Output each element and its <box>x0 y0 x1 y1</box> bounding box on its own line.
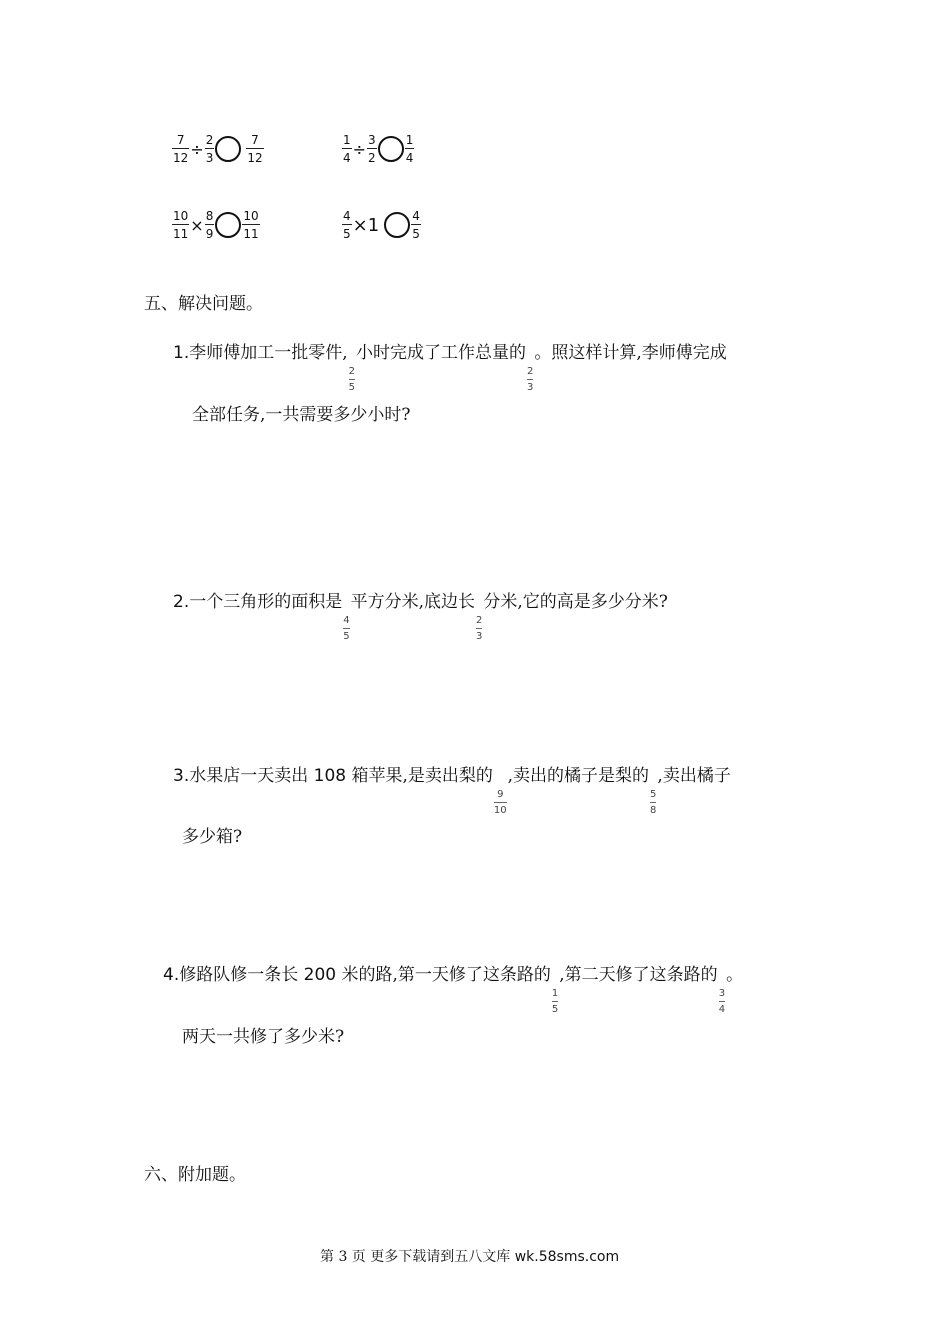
question-4-line-2: 两天一共修了多少米? <box>182 1027 345 1047</box>
fraction: $\frac{2}{3}$ <box>527 366 534 393</box>
question-1: 1.李师傅加工一批零件, $\frac{2}{5}$ 小时完成了工作总量的 $\frac{2}{3}$ 。照这样计算,李师傅完成 <box>173 343 727 393</box>
fraction: $\frac{2}{3}$ <box>205 133 214 165</box>
fraction: $\frac{2}{5}$ <box>348 366 356 393</box>
fraction: $\frac{9}{10}$ <box>493 789 507 816</box>
question-1-line-2: 全部任务,一共需要多少小时? <box>192 405 411 425</box>
operator: ÷ <box>352 139 367 159</box>
compare-item-4 <box>342 210 421 240</box>
footer-site-link[interactable]: wk.58sms.com <box>514 1249 620 1265</box>
fraction: $\frac{10}{11}$ <box>243 209 259 241</box>
operator: ×1 <box>352 214 380 236</box>
answer-circle[interactable] <box>378 136 404 162</box>
fraction: $\frac{7}{12}$ <box>247 133 263 165</box>
answer-circle[interactable] <box>215 212 241 238</box>
answer-circle[interactable] <box>215 136 241 162</box>
compare-item-2 <box>342 134 414 164</box>
fraction: $\frac{4}{5}$ <box>343 209 351 241</box>
question-3: 3.水果店一天卖出 108 箱苹果,是卖出梨的 $\frac{9}{10}$ ,卖出的橘子是梨的 $\frac{5}{8}$ ,卖出橘子 <box>173 766 731 816</box>
fraction: $\frac{8}{9}$ <box>205 209 214 241</box>
question-4: 4.修路队修一条长 200 米的路,第一天修了这条路的 $\frac{1}{5}$ ,第二天修了这条路的 $\frac{3}{4}$ 。 <box>163 965 744 1015</box>
answer-circle[interactable] <box>384 212 410 238</box>
operator: × <box>190 215 204 235</box>
fraction: $\frac{4}{5}$ <box>412 209 420 241</box>
fraction: $\frac{1}{4}$ <box>405 133 414 165</box>
fraction: $\frac{2}{3}$ <box>476 615 483 642</box>
fraction: $\frac{1}{4}$ <box>343 133 351 165</box>
fraction: $\frac{10}{11}$ <box>173 209 189 241</box>
compare-item-3 <box>172 210 260 240</box>
compare-item-1 <box>172 134 264 164</box>
fraction: $\frac{5}{8}$ <box>650 789 657 816</box>
section-heading-6: 六、附加题。 <box>144 1165 246 1185</box>
section-heading-5: 五、解决问题。 <box>144 294 263 314</box>
fraction: $\frac{3}{2}$ <box>368 133 376 165</box>
fraction: $\frac{1}{5}$ <box>551 988 559 1015</box>
fraction: $\frac{4}{5}$ <box>343 615 350 642</box>
question-2: 2.一个三角形的面积是 $\frac{4}{5}$ 平方分米,底边长 $\frac{2}{3}$ 分米,它的高是多少分米? <box>173 592 668 642</box>
fraction: $\frac{3}{4}$ <box>718 988 726 1015</box>
page-footer: 第 3 页 更多下载请到五八文库 wk.58sms.com <box>320 1249 620 1265</box>
operator: ÷ <box>190 139 204 159</box>
fraction: $\frac{7}{12}$ <box>173 133 189 165</box>
question-3-line-2: 多少箱? <box>182 827 243 847</box>
